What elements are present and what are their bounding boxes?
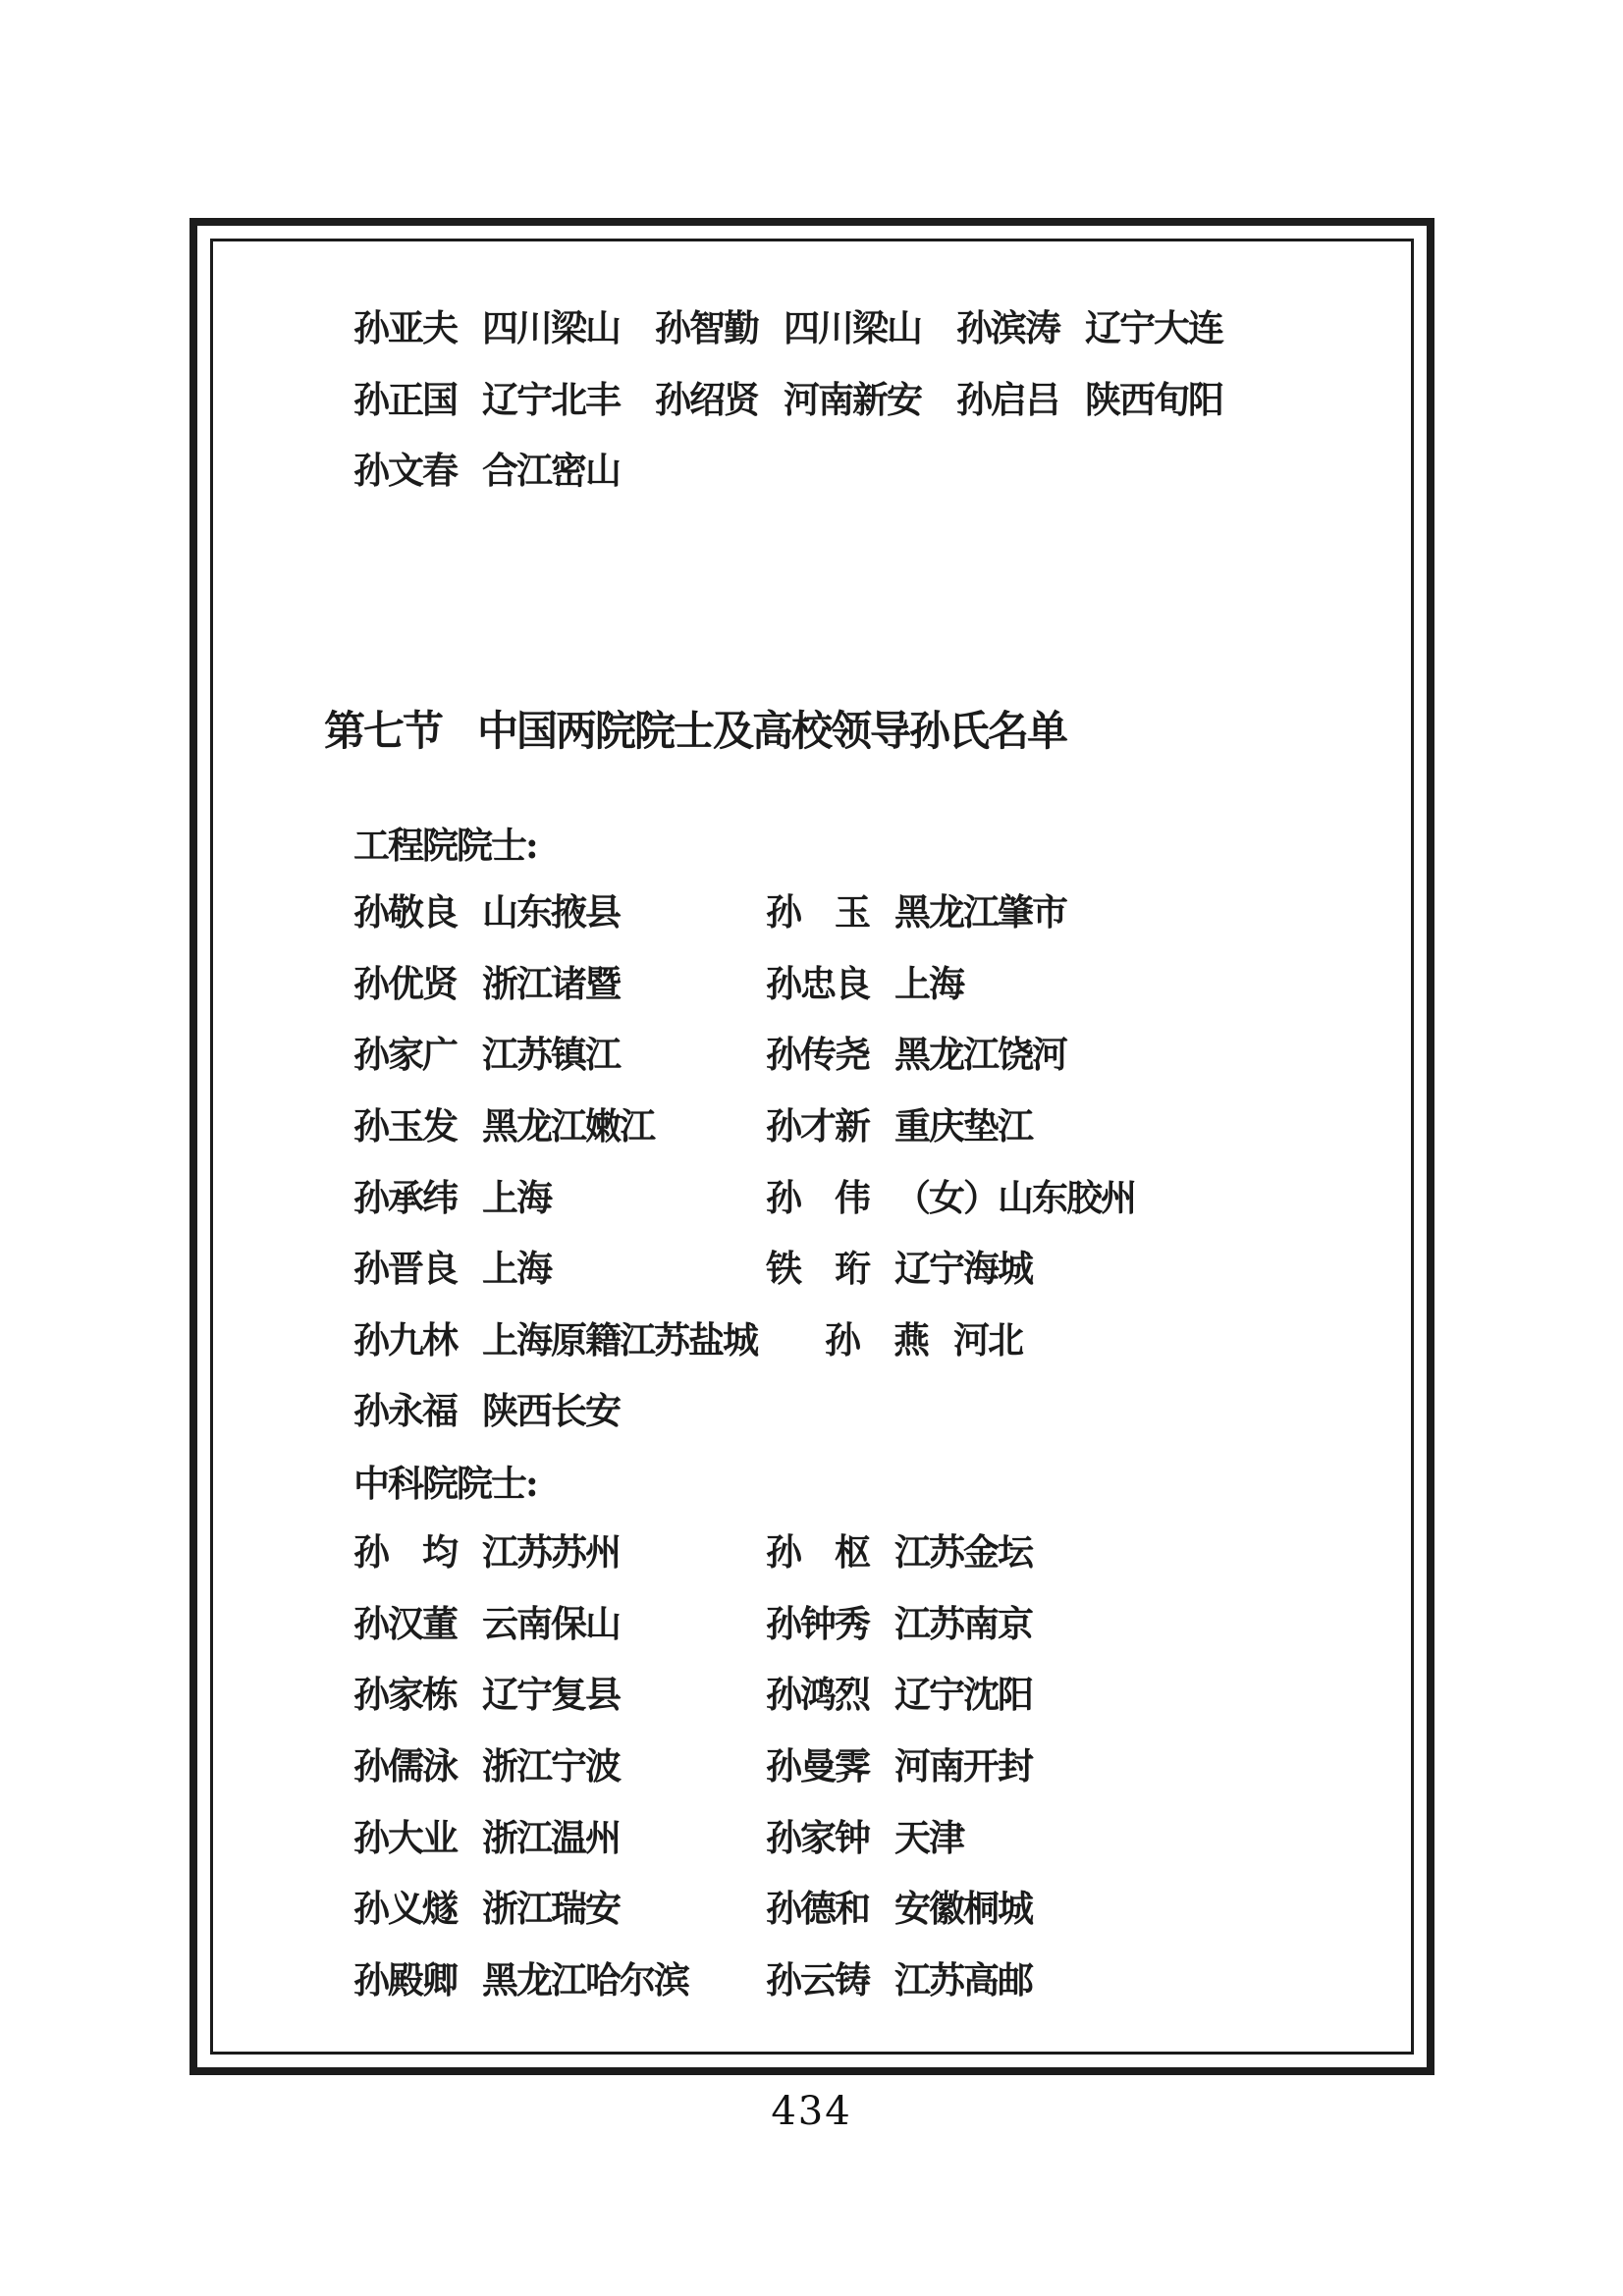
name-place-entry [353, 954, 766, 1007]
origin-place: 江苏高邮 [894, 1957, 1032, 2002]
origin-place: 浙江温州 [482, 1815, 620, 1859]
name-place-entry [766, 1879, 1032, 1932]
person-name: 孙义燧 [353, 1887, 457, 1931]
person-name: 孙 伟 [766, 1175, 869, 1219]
section-number: 第七节 [324, 707, 443, 755]
person-name: 孙九林 [353, 1317, 457, 1362]
person-name: 孙大业 [353, 1815, 457, 1859]
person-name: 孙承纬 [353, 1175, 457, 1219]
name-list-line [353, 290, 1222, 361]
person-name: 孙优贤 [353, 961, 457, 1005]
person-name: 孙德和 [766, 1887, 869, 1931]
name-place-entry [353, 1239, 766, 1292]
name-place-entry [353, 1736, 766, 1789]
name-place-entry [766, 1594, 1032, 1647]
name-place-entry [353, 1096, 766, 1149]
person-name: 孙绍贤 [655, 377, 758, 421]
person-name: 孙正国 [353, 377, 457, 421]
person-name: 孙汉董 [353, 1601, 457, 1645]
name-place-entry [353, 1665, 766, 1718]
name-place-entry [353, 1025, 766, 1078]
section-title-text: 中国两院院士及高校领导孙氏名单 [477, 707, 1067, 755]
name-place-entry [766, 1665, 1032, 1718]
list-row [353, 1728, 1387, 1799]
person-name: 孙家广 [353, 1033, 457, 1077]
person-name: 孙敬良 [353, 890, 457, 934]
origin-place: 辽宁沈阳 [894, 1673, 1032, 1717]
person-name: 孙 均 [353, 1530, 457, 1575]
person-name: 孙启吕 [956, 377, 1059, 421]
name-place-entry [353, 1879, 766, 1932]
origin-place: 浙江瑞安 [482, 1887, 620, 1931]
person-name: 孙传尧 [766, 1033, 869, 1077]
name-place-entry [353, 441, 620, 494]
person-name: 孙殿卿 [353, 1957, 457, 2002]
origin-place: 黑龙江肇市 [894, 890, 1066, 934]
list-row [353, 1016, 1387, 1088]
list-row [353, 1798, 1387, 1870]
origin-place: 浙江诸暨 [482, 961, 620, 1005]
name-place-entry [353, 1808, 766, 1861]
section-title [324, 699, 1066, 758]
name-place-entry [655, 370, 921, 423]
origin-place: 上海原籍江苏盐城 [482, 1317, 757, 1362]
page-number: 434 [771, 2089, 852, 2134]
person-name: 孙忠良 [766, 961, 869, 1005]
origin-place: 江苏南京 [894, 1601, 1032, 1645]
name-place-entry [766, 1025, 1066, 1078]
origin-place: 河南开封 [894, 1744, 1032, 1789]
name-place-entry [353, 1522, 766, 1575]
cas-academician-list [353, 1514, 1387, 2012]
origin-place: 浙江宁波 [482, 1744, 620, 1789]
name-place-entry [766, 1168, 1135, 1221]
list-row [353, 945, 1387, 1017]
origin-place: 天津 [894, 1815, 963, 1859]
origin-place: 安徽桐城 [894, 1887, 1032, 1931]
name-place-entry [766, 954, 963, 1007]
name-place-entry [353, 1950, 766, 2003]
origin-place: 辽宁海城 [894, 1247, 1032, 1291]
origin-place: 重庆垫江 [894, 1104, 1032, 1148]
name-place-entry [956, 298, 1222, 351]
name-place-entry [766, 1239, 1032, 1292]
origin-place: 辽宁大连 [1085, 306, 1222, 350]
name-place-entry [766, 1522, 1032, 1575]
origin-place: 河北 [953, 1317, 1022, 1362]
list-row [353, 1158, 1387, 1230]
person-name: 孙鸿烈 [766, 1673, 869, 1717]
list-row [353, 1942, 1387, 2013]
name-list-line [353, 361, 1222, 433]
list-row [353, 1656, 1387, 1728]
cas-academy-label: 中科院院士: [353, 1462, 537, 1505]
person-name: 孙钟秀 [766, 1601, 869, 1645]
name-place-entry [353, 1381, 766, 1434]
origin-place: 黑龙江嫩江 [482, 1104, 654, 1148]
person-name: 孙才新 [766, 1104, 869, 1148]
origin-place: 上海 [894, 961, 963, 1005]
origin-place: 陕西旬阳 [1085, 377, 1222, 421]
origin-place: 黑龙江饶河 [894, 1033, 1066, 1077]
person-name: 孙云铸 [766, 1957, 869, 2002]
engineering-academician-list [353, 874, 1387, 1444]
list-row [353, 1372, 1387, 1444]
list-row [353, 1514, 1387, 1585]
origin-place: 辽宁复县 [482, 1673, 620, 1717]
origin-place: 四川梁山 [482, 306, 620, 350]
name-place-entry [766, 1950, 1032, 2003]
name-place-entry [766, 1736, 1032, 1789]
origin-place: 江苏镇江 [482, 1033, 620, 1077]
origin-place: 云南保山 [482, 1601, 620, 1645]
list-row [353, 1870, 1387, 1942]
name-place-entry [353, 1168, 766, 1221]
list-row [353, 874, 1387, 945]
origin-place: 上海 [482, 1175, 551, 1219]
name-place-entry [766, 1096, 1032, 1149]
origin-place: 合江密山 [482, 449, 620, 493]
person-name: 孙玉发 [353, 1104, 457, 1148]
name-place-entry [766, 882, 1066, 935]
name-place-entry [825, 1310, 1022, 1363]
person-name: 孙 燕 [825, 1317, 928, 1362]
origin-place: （女）山东胶州 [894, 1175, 1135, 1219]
person-name: 孙家钟 [766, 1815, 869, 1859]
origin-place: 山东掖县 [482, 890, 620, 934]
name-place-entry [353, 1310, 766, 1363]
name-place-entry [353, 1594, 766, 1647]
origin-place: 陕西长安 [482, 1389, 620, 1433]
origin-place: 江苏金坛 [894, 1530, 1032, 1575]
person-name: 孙晋良 [353, 1247, 457, 1291]
name-place-entry [353, 882, 766, 935]
origin-place: 上海 [482, 1247, 551, 1291]
name-place-entry [956, 370, 1222, 423]
name-place-entry [766, 1808, 963, 1861]
person-name: 孙儒泳 [353, 1744, 457, 1789]
name-place-entry [353, 298, 620, 351]
person-name: 孙亚夫 [353, 306, 457, 350]
person-name: 孙曼霁 [766, 1744, 869, 1789]
list-row [353, 1302, 1387, 1373]
person-name: 孙 玉 [766, 890, 869, 934]
list-row [353, 1585, 1387, 1657]
name-list-line [353, 432, 1222, 504]
origin-place: 四川梁山 [784, 306, 921, 350]
engineering-academy-label: 工程院院士: [353, 824, 537, 867]
origin-place: 江苏苏州 [482, 1530, 620, 1575]
list-row [353, 1230, 1387, 1302]
origin-place: 黑龙江哈尔滨 [482, 1957, 688, 2002]
origin-place: 辽宁北丰 [482, 377, 620, 421]
list-row [353, 1088, 1387, 1159]
origin-place: 河南新安 [784, 377, 921, 421]
person-name: 孙 枢 [766, 1530, 869, 1575]
person-name: 孙智勤 [655, 306, 758, 350]
person-name: 孙家栋 [353, 1673, 457, 1717]
person-name: 铁 珩 [766, 1247, 869, 1291]
person-name: 孙文春 [353, 449, 457, 493]
name-place-entry [353, 370, 620, 423]
person-name: 孙永福 [353, 1389, 457, 1433]
continued-name-list [353, 290, 1222, 504]
person-name: 孙滨涛 [956, 306, 1059, 350]
name-place-entry [655, 298, 921, 351]
